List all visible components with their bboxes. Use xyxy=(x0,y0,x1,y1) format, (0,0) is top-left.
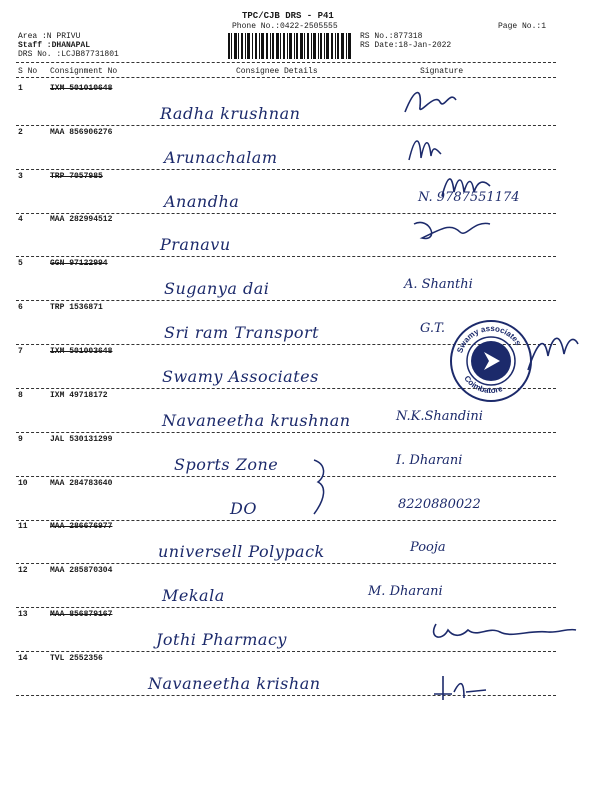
row-sno: 13 xyxy=(18,610,28,619)
row-divider xyxy=(16,563,556,564)
row-sno: 7 xyxy=(18,347,23,356)
area-label: Area :N PRIVU xyxy=(18,32,81,41)
row-divider xyxy=(16,169,556,170)
row-divider xyxy=(16,520,556,521)
consignment-number: TVL 2552356 xyxy=(50,654,103,663)
phone-number: Phone No.:0422-2505555 xyxy=(232,22,338,31)
consignment-number: IXM 501003648 xyxy=(50,347,113,356)
header-divider-top xyxy=(16,62,556,63)
row-sno: 5 xyxy=(18,259,23,268)
consignee-handwritten: Suganya dai xyxy=(164,279,270,298)
consignee-handwritten: Arunachalam xyxy=(164,148,278,167)
row-sno: 12 xyxy=(18,566,28,575)
row-sno: 4 xyxy=(18,215,23,224)
consignee-handwritten: Navaneetha krishan xyxy=(148,674,321,693)
rs-date: RS Date:18-Jan-2022 xyxy=(360,41,452,50)
row-sno: 2 xyxy=(18,128,23,137)
consignee-handwritten: DO xyxy=(230,499,257,518)
document-title: TPC/CJB DRS - P41 xyxy=(242,11,334,21)
consignment-number: TRP 1536871 xyxy=(50,303,103,312)
row-divider xyxy=(16,300,556,301)
row-sno: 8 xyxy=(18,391,23,400)
signature-text: 8220880022 xyxy=(398,497,481,512)
signature-text: G.T. xyxy=(420,321,445,336)
signature-text: I. Dharani xyxy=(396,453,463,468)
consignment-number: MAA 286676977 xyxy=(50,522,113,531)
consignment-number: IXM 501010648 xyxy=(50,84,113,93)
consignment-number: JAL 530131299 xyxy=(50,435,113,444)
consignee-handwritten: Pranavu xyxy=(160,235,231,254)
row-sno: 3 xyxy=(18,172,23,181)
signature-text: N. 9787551174 xyxy=(418,190,520,205)
header-divider-bottom xyxy=(16,77,556,78)
consignee-handwritten: Swamy Associates xyxy=(162,367,319,386)
consignment-number: MAA 282994512 xyxy=(50,215,113,224)
consignee-handwritten: universell Polypack xyxy=(158,542,325,561)
signature-scribble-2 xyxy=(405,130,445,166)
company-stamp xyxy=(448,318,534,404)
signature-scribble-13 xyxy=(428,616,578,646)
page-number: Page No.:1 xyxy=(498,22,547,31)
col-signature: Signature xyxy=(420,67,464,76)
consignee-handwritten: Sports Zone xyxy=(174,455,279,474)
stamp-text-bottom: Coimbatore xyxy=(462,373,504,396)
signature-text: Pooja xyxy=(410,540,446,555)
col-sno: S No xyxy=(18,67,38,76)
consignee-handwritten: Anandha xyxy=(164,192,240,211)
signature-text: N.K.Shandini xyxy=(396,409,483,424)
row-sno: 1 xyxy=(18,84,23,93)
signature-scribble-14 xyxy=(430,672,490,706)
row-sno: 11 xyxy=(18,522,28,531)
signature-scribble-stamp xyxy=(526,326,580,376)
row-sno: 14 xyxy=(18,654,28,663)
row-divider xyxy=(16,125,556,126)
row-sno: 6 xyxy=(18,303,23,312)
consignee-handwritten: Radha krushnan xyxy=(160,104,301,123)
consignment-number: MAA 856906276 xyxy=(50,128,113,137)
consignee-handwritten: Sri ram Transport xyxy=(164,323,320,342)
staff-label: Staff :DHANAPAL xyxy=(18,41,91,50)
signature-scribble-3 xyxy=(440,172,492,200)
row-divider xyxy=(16,476,556,477)
rs-number: RS No.:877318 xyxy=(360,32,423,41)
signature-scribble-1 xyxy=(400,82,460,118)
row-divider xyxy=(16,432,556,433)
row-sno: 10 xyxy=(18,479,28,488)
barcode xyxy=(228,33,352,59)
consignment-number: MAA 284783640 xyxy=(50,479,113,488)
signature-text: M. Dharani xyxy=(368,584,443,599)
signature-scribble-4 xyxy=(410,212,494,246)
consignment-number: MAA 285870304 xyxy=(50,566,113,575)
row-divider xyxy=(16,651,556,652)
signature-text: A. Shanthi xyxy=(404,277,473,292)
consignment-number: IXM 49718172 xyxy=(50,391,108,400)
consignment-number: TRP 7057985 xyxy=(50,172,103,181)
col-consignee: Consignee Details xyxy=(236,67,318,76)
stamp-text-top: Swamy associates xyxy=(455,323,523,355)
row-sno: 9 xyxy=(18,435,23,444)
col-consignment: Consignment No xyxy=(50,67,118,76)
consignee-handwritten: Jothi Pharmacy xyxy=(156,630,287,649)
bracket-mark xyxy=(308,458,332,518)
row-divider xyxy=(16,607,556,608)
drs-number: DRS No. :LCJB87731801 xyxy=(18,50,119,59)
row-divider xyxy=(16,256,556,257)
consignment-number: MAA 856879167 xyxy=(50,610,113,619)
consignment-number: GGN 97122994 xyxy=(50,259,108,268)
consignee-handwritten: Navaneetha krushnan xyxy=(162,411,351,430)
consignee-handwritten: Mekala xyxy=(162,586,225,605)
